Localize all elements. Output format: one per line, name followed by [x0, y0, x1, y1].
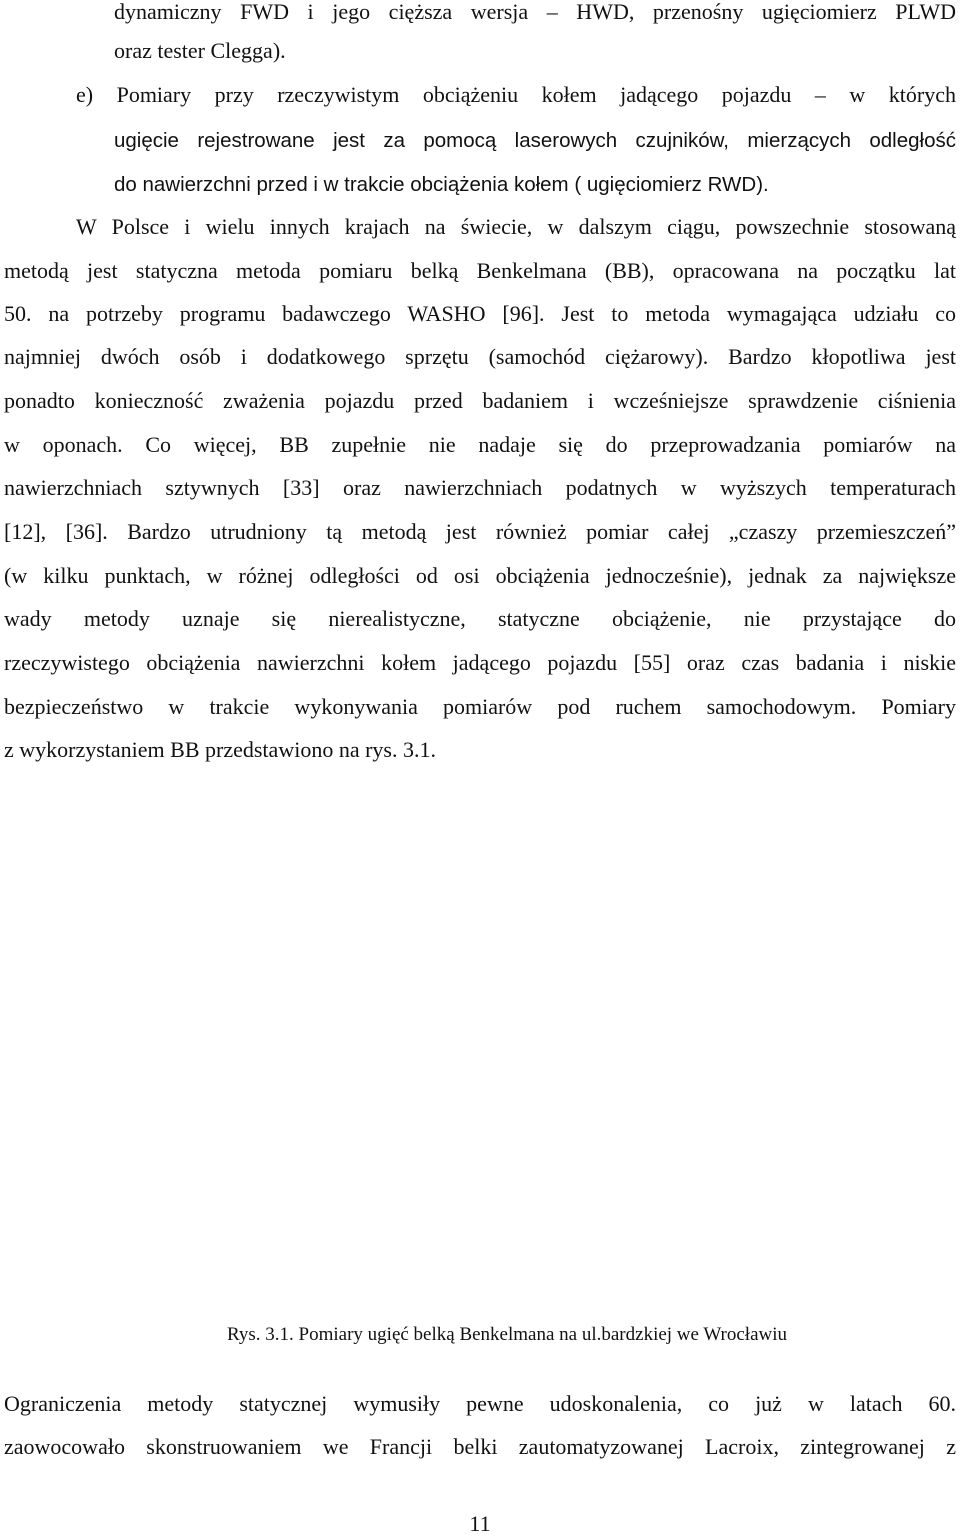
paragraph-1-line-9: (w kilku punktach, w różnej odległości od osi obciążenia jednocześnie), jednak za największe	[4, 563, 956, 588]
paragraph-1-line-8: [12], [36]. Bardzo utrudniony tą metodą jest również pomiar całej „czaszy przemieszczeń”	[4, 519, 956, 544]
page-number: 11	[469, 1511, 491, 1536]
paragraph-1-line-11: rzeczywistego obciążenia nawierzchni kołem jadącego pojazdu [55] oraz czas badania i niskie	[4, 650, 956, 675]
figure-caption: Rys. 3.1. Pomiary ugięć belką Benkelmana na ul.bardzkiej we Wrocławiu	[226, 1324, 788, 1345]
paragraph-1-line-12: bezpieczeństwo w trakcie wykonywania pomiarów pod ruchem samochodowym. Pomiary	[4, 694, 956, 719]
figure-placeholder	[4, 780, 956, 1300]
list-item-d-line-2: oraz tester Clegga).	[114, 38, 286, 63]
paragraph-1-line-2: metodą jest statyczna metoda pomiaru belką Benkelmana (BB), opracowana na początku lat	[4, 258, 956, 283]
paragraph-1-line-4: najmniej dwóch osób i dodatkowego sprzętu (samochód ciężarowy). Bardzo kłopotliwa jest	[4, 344, 956, 369]
paragraph-1-line-7: nawierzchniach sztywnych [33] oraz nawierzchniach podatnych w wyższych temperaturach	[4, 475, 956, 500]
paragraph-2-line-2: zaowocowało skonstruowaniem we Francji belki zautomatyzowanej Lacroix, zintegrowanej z	[4, 1434, 956, 1459]
list-item-e-line-1: e) Pomiary przy rzeczywistym obciążeniu kołem jadącego pojazdu – w których	[76, 82, 956, 107]
list-item-e-line-3: do nawierzchni przed i w trakcie obciążenia kołem ( ugięciomierz RWD).	[114, 173, 769, 196]
paragraph-1-line-3: 50. na potrzeby programu badawczego WASHO [96]. Jest to metoda wymagająca udziału co	[4, 301, 956, 326]
paragraph-1-line-6: w oponach. Co więcej, BB zupełnie nie nadaje się do przeprowadzania pomiarów na	[4, 432, 956, 457]
list-item-e-line-2: ugięcie rejestrowane jest za pomocą laserowych czujników, mierzących odległość	[114, 129, 956, 152]
paragraph-1-line-1: W Polsce i wielu innych krajach na świecie, w dalszym ciągu, powszechnie stosowaną	[76, 214, 956, 239]
list-item-d-line-1: dynamiczny FWD i jego cięższa wersja – HWD, przenośny ugięciomierz PLWD	[114, 0, 956, 24]
paragraph-1-line-5: ponadto konieczność zważenia pojazdu przed badaniem i wcześniejsze sprawdzenie ciśnienia	[4, 388, 956, 413]
paragraph-2-line-1: Ograniczenia metody statycznej wymusiły pewne udoskonalenia, co już w latach 60.	[4, 1391, 956, 1416]
paragraph-1-line-13: z wykorzystaniem BB przedstawiono na rys. 3.1.	[4, 737, 436, 762]
paragraph-1-line-10: wady metody uznaje się nierealistyczne, statyczne obciążenie, nie przystające do	[4, 606, 956, 631]
